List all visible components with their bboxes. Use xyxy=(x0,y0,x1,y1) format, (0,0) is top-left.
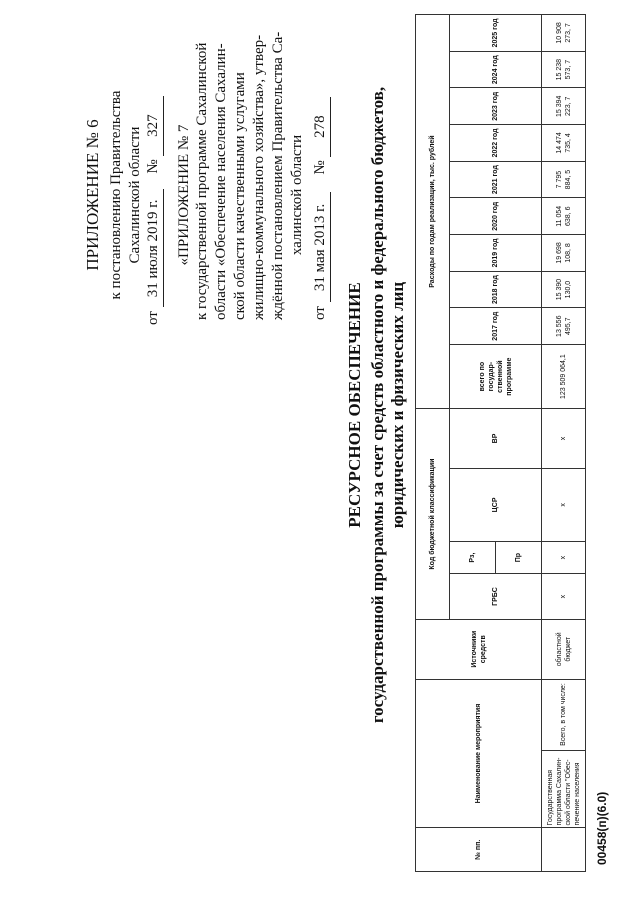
row-name: Государственная программа Сахалин- ской области "Обес- печение населения xyxy=(542,750,586,828)
col-code-header: Код бюджетной классификации xyxy=(416,409,450,620)
appendix7-line: жилищно-коммунального хозяйства», утвер- xyxy=(251,34,267,320)
row-year-value: 13 556 495,7 xyxy=(542,308,586,345)
row-grbs: х xyxy=(542,574,586,620)
col-grbs-header: ГРБС xyxy=(450,574,542,620)
heading-line2: государственной программы за счет средств областного и федерального бюджетов, xyxy=(368,86,387,724)
appendix6-line1: к постановлению Правительства xyxy=(108,90,124,300)
row-total: 123 509 064,1 xyxy=(542,345,586,409)
num-label: № xyxy=(312,160,328,175)
col-num-header: № пп. xyxy=(416,828,542,872)
heading-line1: РЕСУРСНОЕ ОБЕСПЕЧЕНИЕ xyxy=(345,282,364,528)
appendix7-lines xyxy=(193,32,307,320)
heading-line3: юридических и физических лиц xyxy=(388,281,407,529)
col-pr-header: Пр xyxy=(496,542,542,574)
appendix7-line: ской области качественными услугами xyxy=(232,72,248,320)
appendix7-number: 278 xyxy=(311,97,331,157)
year-header: 2018 год xyxy=(450,271,542,308)
col-total-header: всего по государ- ственной программе xyxy=(450,345,542,409)
appendix7-date: 31 мая 2013 г. xyxy=(311,192,331,302)
appendix6-date-line xyxy=(144,96,164,325)
appendix6-title: ПРИЛОЖЕНИЕ № 6 xyxy=(83,119,102,271)
year-header: 2020 год xyxy=(450,198,542,235)
year-header: 2019 год xyxy=(450,235,542,272)
row-year-value: 7 795 884, 5 xyxy=(542,161,586,198)
row-csr: х xyxy=(542,468,586,541)
appendix7-title: «ПРИЛОЖЕНИЕ № 7 xyxy=(176,124,192,266)
row-rzpr: х xyxy=(542,542,586,574)
appendix6-line2: Сахалинской области xyxy=(127,126,143,264)
from-label: от xyxy=(312,306,328,320)
year-header: 2023 год xyxy=(450,88,542,125)
appendix6-number: 327 xyxy=(144,96,164,156)
appendix7-line: к государственной программе Сахалинской xyxy=(194,42,210,320)
appendix6-date: 31 июля 2019 г. xyxy=(144,189,164,307)
appendix7-line: области «Обеспечение населения Сахалин- xyxy=(213,43,229,320)
row-year-value: 19 698 108, 8 xyxy=(542,235,586,272)
row-year-value: 11 054 638, 6 xyxy=(542,198,586,235)
row-year-value: 15 390 130,0 xyxy=(542,271,586,308)
col-expenses-header: Расходы по годам реализации, тыс. рублей xyxy=(416,15,450,409)
col-vr-header: ВР xyxy=(450,409,542,469)
from-label: от xyxy=(145,311,161,325)
year-header: 2022 год xyxy=(450,125,542,162)
appendix7-line: ждённой постановлением Правительства Са- xyxy=(270,31,286,320)
row-year-value: 14 474 735, 4 xyxy=(542,125,586,162)
resources-table xyxy=(415,14,586,872)
col-rz-header: Рз, xyxy=(450,542,496,574)
year-header: 2025 год xyxy=(450,15,542,52)
row-year-value: 15 394 223, 7 xyxy=(542,88,586,125)
row-source: областной бюджет xyxy=(542,619,586,679)
year-header: 2021 год xyxy=(450,161,542,198)
appendix7-line: халинской области xyxy=(289,134,305,256)
row-num xyxy=(542,828,586,872)
footer-code: 00458(п)(6.0) xyxy=(595,791,609,865)
appendix7-date-line xyxy=(311,97,331,320)
col-csr-header: ЦСР xyxy=(450,468,542,541)
num-label: № xyxy=(145,159,161,174)
row-sub: Всего, в том числе: xyxy=(542,679,586,750)
col-source-header: Источники средств xyxy=(416,619,542,679)
col-name-header: Наименование мероприятия xyxy=(416,679,542,828)
year-header: 2017 год xyxy=(450,308,542,345)
row-vr: х xyxy=(542,409,586,469)
row-year-value: 15 238 573, 7 xyxy=(542,51,586,88)
year-header: 2024 год xyxy=(450,51,542,88)
table-row xyxy=(542,15,586,872)
row-year-value: 10 908 273, 7 xyxy=(542,15,586,52)
